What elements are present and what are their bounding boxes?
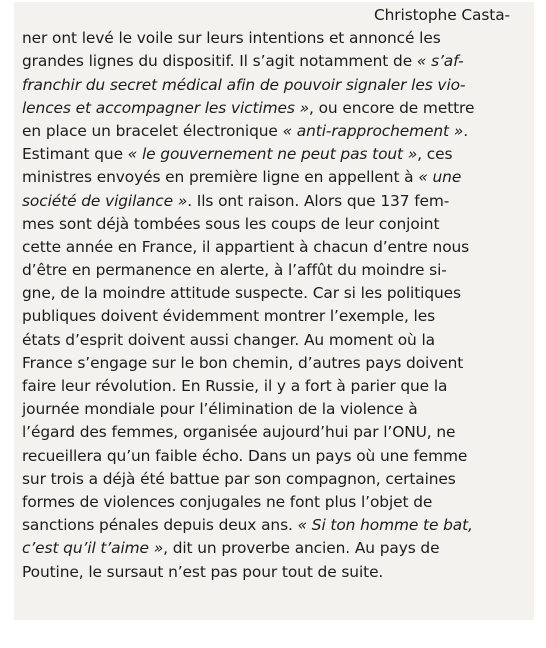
body-text: faire leur révolution. En Russie, il y a fort à parier que la bbox=[22, 377, 448, 395]
body-text: Christophe Casta- bbox=[374, 6, 510, 24]
quoted-text: c’est qu’il t’aime » bbox=[22, 539, 164, 558]
text-line bbox=[22, 4, 528, 27]
text-line bbox=[22, 143, 528, 166]
body-text: , ou encore de mettre bbox=[309, 98, 475, 117]
text-line bbox=[22, 421, 528, 444]
quoted-text: « une bbox=[418, 168, 462, 187]
text-line bbox=[22, 259, 528, 282]
text-line bbox=[22, 190, 528, 213]
body-text: grandes lignes du dispositif. Il s’agit notamment de bbox=[22, 52, 417, 71]
quoted-text: société de vigilance » bbox=[22, 191, 188, 210]
quoted-text: lences et accompagner les victimes » bbox=[22, 98, 309, 117]
body-text: en place un bracelet électronique bbox=[22, 121, 283, 140]
text-line bbox=[22, 514, 528, 537]
text-line bbox=[22, 27, 528, 50]
quoted-text: « s’af- bbox=[416, 52, 464, 71]
body-text: formes de violences conjugales ne font plus l’objet de bbox=[22, 492, 433, 511]
text-line bbox=[22, 50, 528, 73]
text-line bbox=[22, 97, 528, 120]
body-text: états d’esprit doivent aussi changer. Au moment où la bbox=[22, 330, 435, 349]
body-text: gne, de la moindre attitude suspecte. Car si les politiques bbox=[22, 284, 461, 303]
text-line bbox=[22, 468, 528, 491]
body-text: d’être en permanence en alerte, à l’affût du moindre si- bbox=[22, 261, 447, 280]
quoted-text: « anti-rapprochement » bbox=[282, 121, 464, 140]
quoted-text: « Si ton homme te bat, bbox=[297, 516, 473, 535]
body-text: . Ils ont raison. Alors que 137 fem- bbox=[187, 191, 450, 210]
body-text: . bbox=[463, 121, 468, 140]
body-text: , ces bbox=[417, 145, 453, 164]
body-text: , dit un proverbe ancien. Au pays de bbox=[163, 539, 440, 558]
article-column bbox=[14, 2, 534, 620]
body-text: sanctions pénales depuis deux ans. bbox=[22, 516, 298, 535]
article-body bbox=[22, 4, 528, 584]
body-text: sur trois a déjà été battue par son compagnon, certaines bbox=[22, 469, 456, 488]
text-line bbox=[22, 352, 528, 375]
text-line bbox=[22, 120, 528, 143]
text-line bbox=[22, 213, 528, 236]
body-text: publiques doivent évidemment montrer l’exemple, les bbox=[22, 307, 435, 326]
text-line bbox=[22, 74, 528, 97]
body-text: journée mondiale pour l’élimination de la violence à bbox=[22, 400, 418, 419]
text-line bbox=[22, 329, 528, 352]
text-line bbox=[22, 236, 528, 259]
body-text: France s’engage sur le bon chemin, d’autres pays doivent bbox=[22, 353, 464, 372]
quoted-text: franchir du secret médical afin de pouvoir signaler les vio- bbox=[22, 75, 466, 94]
body-text: l’égard des femmes, organisée aujourd’hui par l’ONU, ne bbox=[22, 423, 456, 442]
text-line bbox=[22, 375, 528, 398]
body-text: Poutine, le sursaut n’est pas pour tout de suite. bbox=[22, 562, 384, 581]
quoted-text: « le gouvernement ne peut pas tout » bbox=[127, 145, 418, 164]
text-line bbox=[22, 398, 528, 421]
body-text: ministres envoyés en première ligne en appellent à bbox=[22, 168, 419, 187]
body-text: ner ont levé le voile sur leurs intentions et annoncé les bbox=[22, 29, 441, 48]
text-line bbox=[22, 305, 528, 328]
text-line bbox=[22, 561, 528, 584]
body-text: cette année en France, il appartient à chacun d’entre nous bbox=[22, 237, 470, 256]
text-line bbox=[22, 282, 528, 305]
body-text: recueillera qu’un faible écho. Dans un pays où une femme bbox=[22, 446, 468, 465]
text-line bbox=[22, 537, 528, 560]
text-line bbox=[22, 166, 528, 189]
text-line bbox=[22, 445, 528, 468]
body-text: mes sont déjà tombées sous les coups de leur conjoint bbox=[22, 214, 440, 233]
body-text: Estimant que bbox=[22, 145, 128, 164]
text-line bbox=[22, 491, 528, 514]
